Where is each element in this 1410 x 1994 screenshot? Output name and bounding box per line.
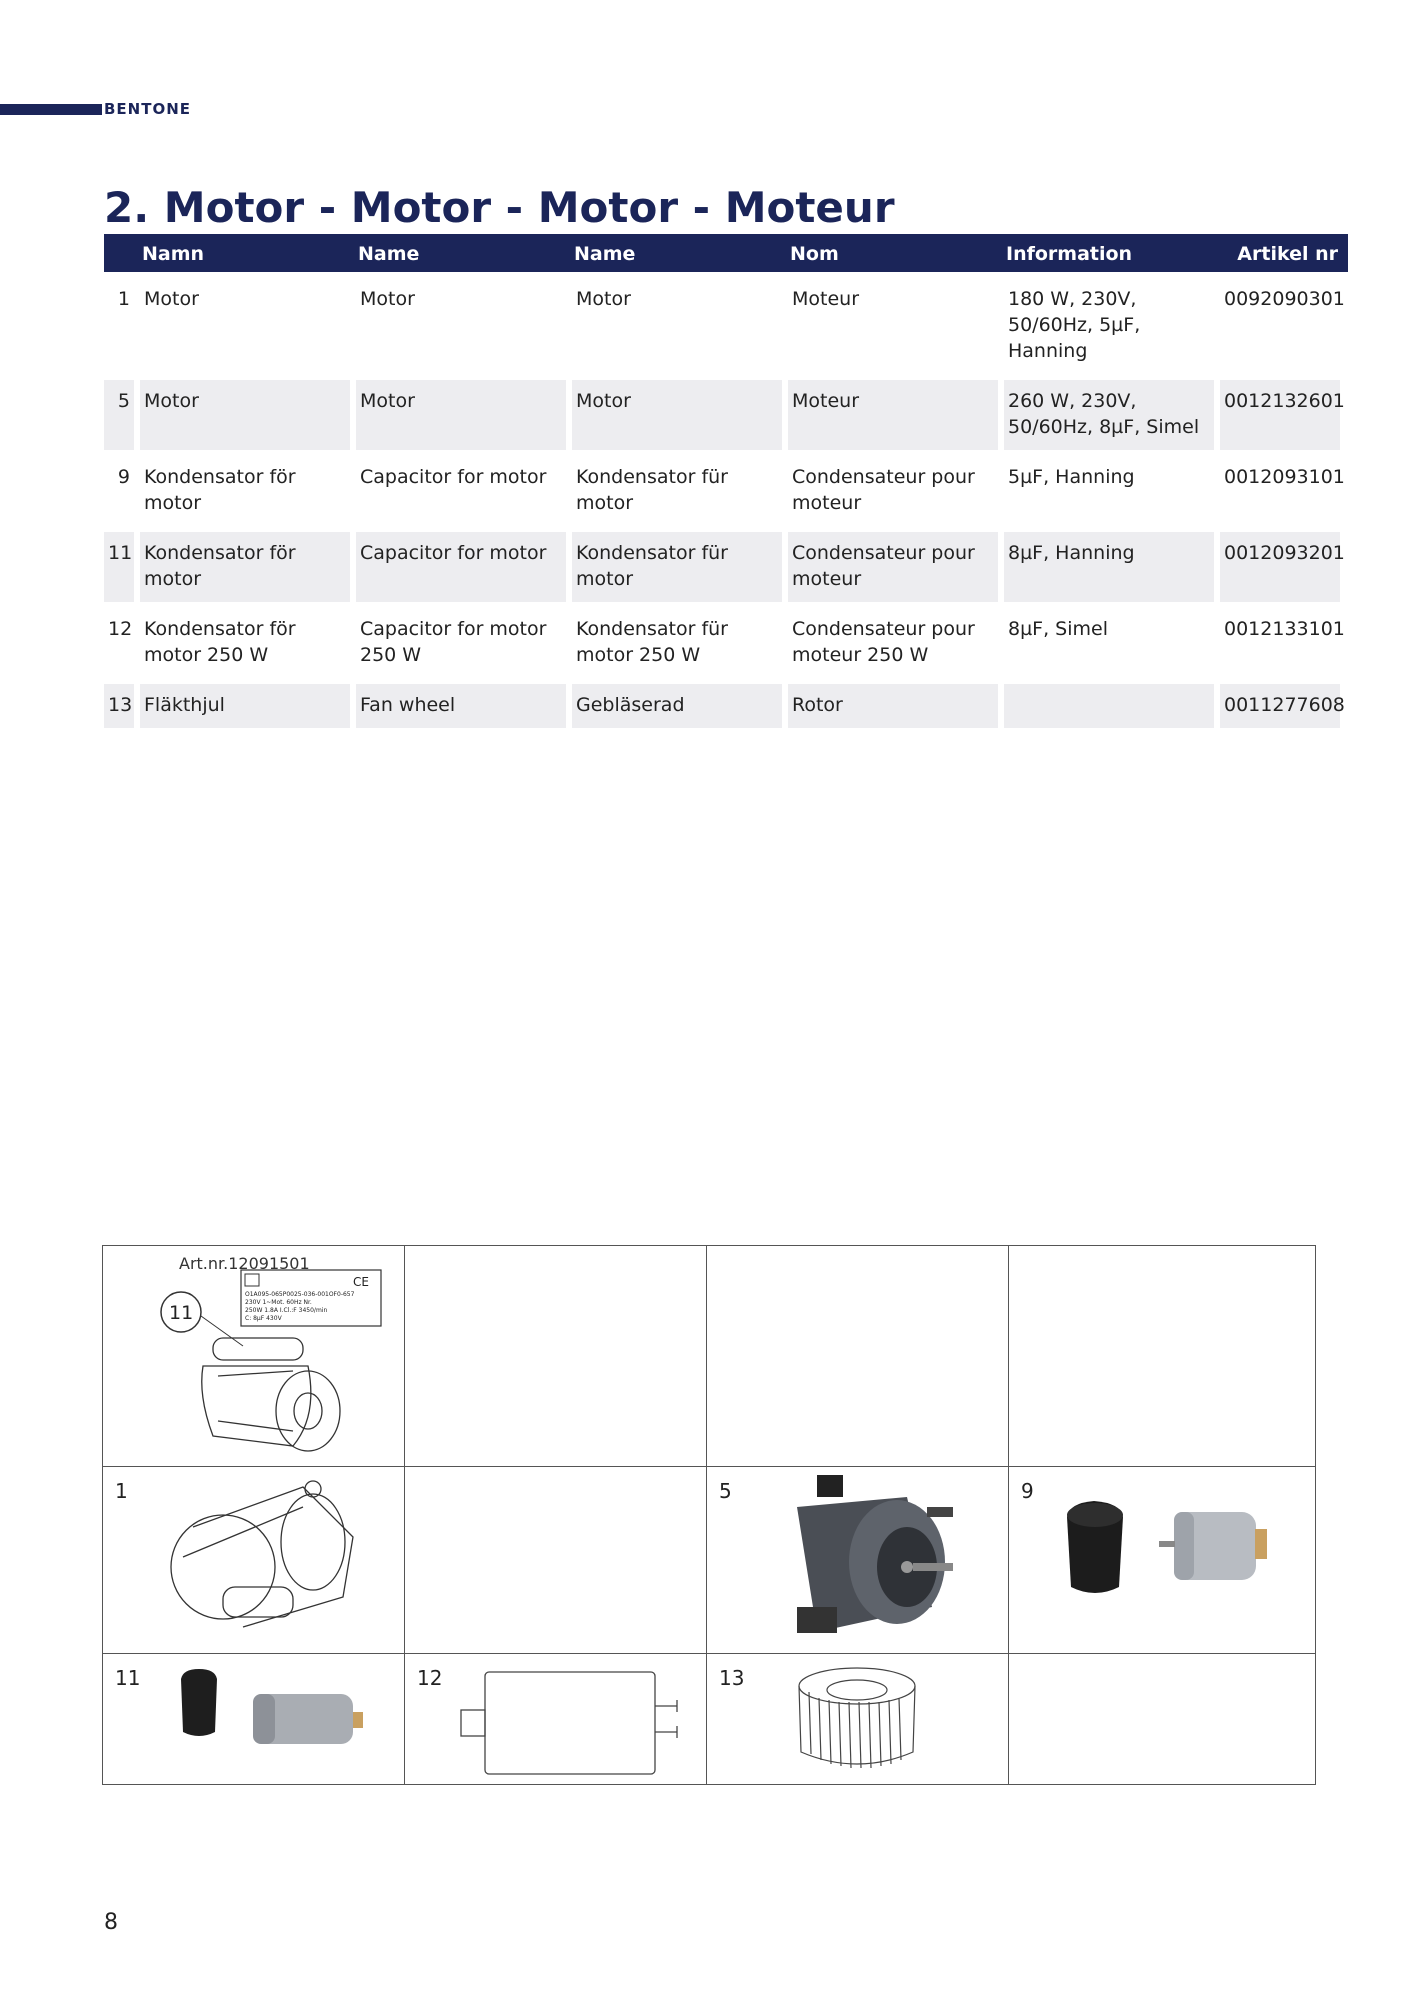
figure-cell-empty [405, 1246, 707, 1467]
cell-pos: 12 [108, 618, 133, 640]
cell-de: Kondensator für motor 250 W [576, 618, 728, 666]
table-header [104, 234, 1348, 272]
figure-cell-13 [707, 1654, 1009, 1784]
figure-number: 13 [719, 1666, 745, 1690]
motor-hanning-drawing [103, 1467, 403, 1653]
figure-cell-empty [1009, 1246, 1315, 1467]
cell-fr: Condensateur pour moteur [792, 466, 975, 514]
header-pos [104, 234, 140, 272]
cell-en: Capacitor for motor [356, 532, 566, 602]
cell-pos: 1 [117, 288, 130, 310]
cell-de: Motor [576, 288, 631, 310]
cell-sv: Kondensator för motor [140, 532, 350, 602]
table-row [104, 278, 1348, 374]
figure-cell-9 [1009, 1467, 1315, 1654]
figure-grid [102, 1245, 1316, 1785]
table-row [104, 456, 1348, 526]
svg-text:CE: CE [353, 1275, 369, 1289]
header-artikel-nr: Artikel nr [1237, 243, 1338, 265]
cell-fr: Condensateur pour moteur 250 W [792, 618, 975, 666]
page-title: 2. Motor - Motor - Motor - Moteur [104, 183, 895, 232]
fan-wheel-drawing [707, 1654, 1007, 1784]
table-row [104, 380, 1348, 450]
brand-bar [0, 104, 102, 115]
cell-en: Motor [360, 288, 415, 310]
art-nr-label: Art.nr.12091501 [179, 1254, 310, 1273]
motor-simel-image [707, 1467, 1007, 1653]
cell-art: 0012093101 [1224, 466, 1345, 488]
cell-sv: Kondensator för motor 250 W [144, 618, 296, 666]
cell-sv: Kondensator för motor [144, 466, 296, 514]
cell-art: 0092090301 [1224, 288, 1345, 310]
page-number: 8 [104, 1910, 118, 1935]
cell-info: 8µF, Simel [1008, 618, 1109, 640]
figure-number: 11 [115, 1666, 141, 1690]
cell-en: Capacitor for motor 250 W [360, 618, 547, 666]
cell-fr: Rotor [788, 684, 998, 728]
figure-cell-11 [103, 1654, 405, 1784]
figure-number: 1 [115, 1479, 128, 1503]
table-row [104, 532, 1348, 602]
figure-cell-empty [707, 1246, 1009, 1467]
cell-info: 260 W, 230V, 50/60Hz, 8µF, Simel [1004, 380, 1214, 450]
cell-en: Fan wheel [356, 684, 566, 728]
table-row [104, 684, 1348, 728]
parts-table [104, 234, 1348, 728]
cell-de: Gebläserad [572, 684, 782, 728]
figure-cell-empty [405, 1467, 707, 1654]
nameplate-line-3: 250W 1.8A I.Cl.:F 3450/min [245, 1307, 328, 1314]
cell-pos: 13 [104, 684, 134, 728]
cell-pos: 11 [104, 532, 134, 602]
callout-number: 11 [169, 1302, 194, 1324]
cell-info: 8µF, Hanning [1004, 532, 1214, 602]
cell-info: 5µF, Hanning [1008, 466, 1135, 488]
header-namn: Namn [142, 243, 205, 265]
nameplate-line-2: 230V 1~Mot. 60Hz Nr. [245, 1299, 312, 1306]
figure-number: 5 [719, 1479, 732, 1503]
figure-cell-capacitor-label [103, 1246, 405, 1467]
figure-cell-empty [1009, 1654, 1315, 1784]
capacitor-8uf-hanning-image [103, 1654, 403, 1784]
header-name-de: Name [574, 243, 636, 265]
cell-de: Kondensator für motor [572, 532, 782, 602]
cell-info: 180 W, 230V, 50/60Hz, 5µF, Hanning [1008, 288, 1141, 362]
cell-art: 0011277608 [1220, 684, 1340, 728]
header-information: Information [1006, 243, 1133, 265]
nameplate-line-4: C: 8µF 430V [245, 1315, 282, 1322]
cell-de: Kondensator für motor [576, 466, 728, 514]
cell-sv: Fläkthjul [140, 684, 350, 728]
figure-cell-12 [405, 1654, 707, 1784]
table-body [104, 278, 1348, 728]
figure-cell-1 [103, 1467, 405, 1654]
header-nom: Nom [790, 243, 839, 265]
capacitor-250w-drawing [405, 1654, 705, 1784]
cell-pos: 5 [104, 380, 134, 450]
motor-with-label-drawing [103, 1246, 403, 1466]
cell-de: Motor [572, 380, 782, 450]
cell-fr: Moteur [788, 380, 998, 450]
cell-sv: Motor [140, 380, 350, 450]
cell-fr: Condensateur pour moteur [788, 532, 998, 602]
cell-en: Capacitor for motor [360, 466, 547, 488]
cell-art: 0012133101 [1224, 618, 1345, 640]
brand-name: BENTONE [104, 100, 192, 118]
figure-cell-5 [707, 1467, 1009, 1654]
cell-pos: 9 [117, 466, 130, 488]
header-name-en: Name [358, 243, 420, 265]
cell-fr: Moteur [792, 288, 860, 310]
figure-number: 12 [417, 1666, 443, 1690]
figure-number: 9 [1021, 1479, 1034, 1503]
capacitor-hanning-image [1009, 1467, 1313, 1653]
cell-sv: Motor [144, 288, 199, 310]
cell-art: 0012132601 [1220, 380, 1340, 450]
cell-info [1004, 684, 1214, 728]
nameplate-line-1: O1A095-065P0025-036-001OF0-657 [245, 1291, 355, 1298]
cell-art: 0012093201 [1220, 532, 1340, 602]
table-row [104, 608, 1348, 678]
cell-en: Motor [356, 380, 566, 450]
